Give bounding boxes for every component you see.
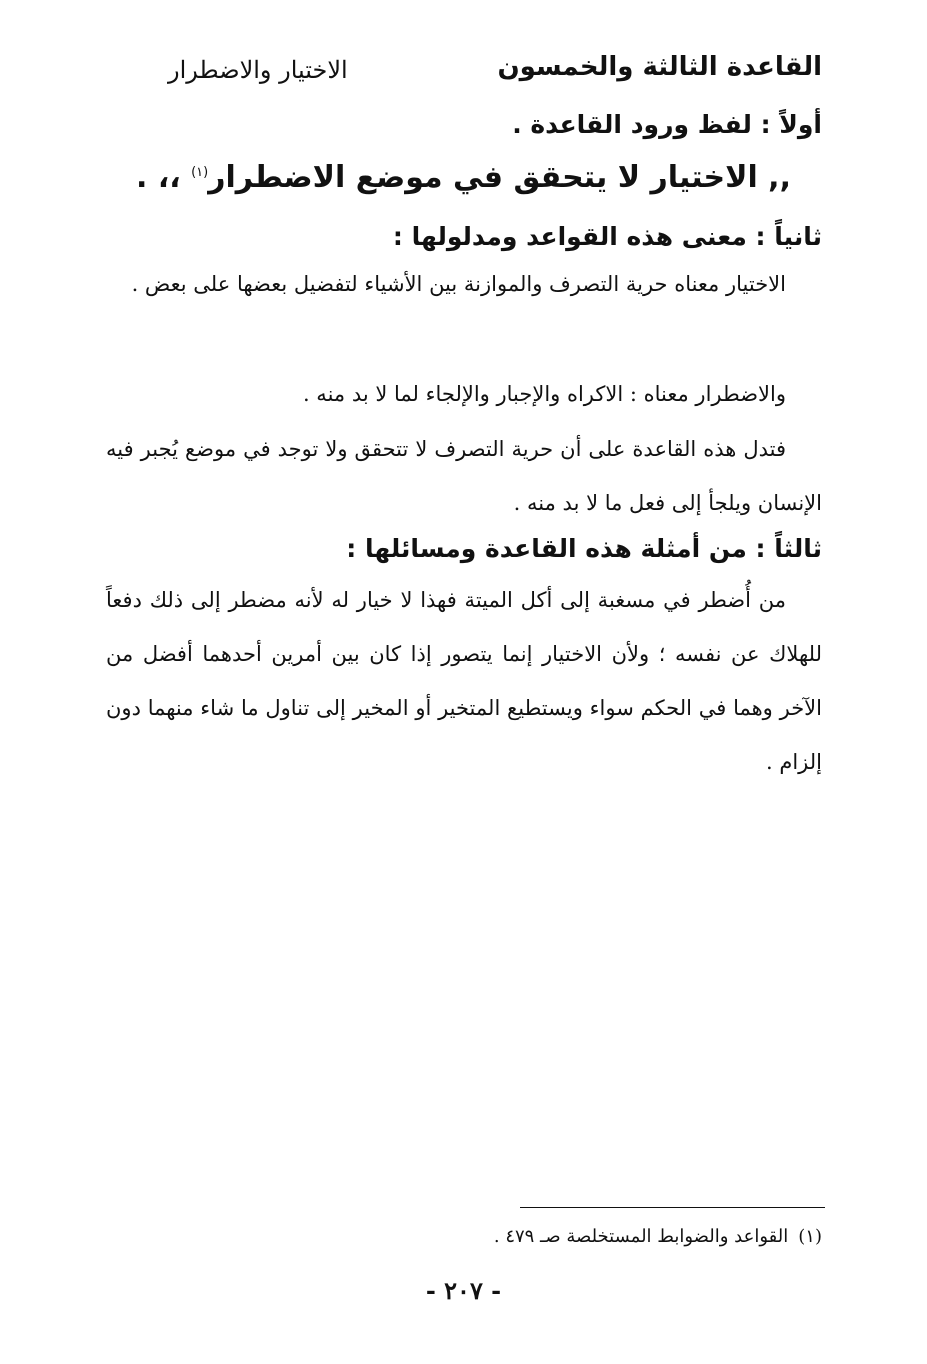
- section-heading-meaning: ثانياً : معنى هذه القواعد ومدلولها :: [392, 222, 822, 251]
- section-heading-wording: أولاً : لفظ ورود القاعدة .: [512, 110, 822, 139]
- paragraph-necessity-definition: والاضطرار معناه : الاكراه والإجبار والإلجاء لما لا بد منه .: [302, 382, 786, 406]
- footnote-reference: (١): [191, 165, 209, 180]
- paragraph-example: من أُضطر في مسغبة إلى أكل الميتة فهذا لا خيار له لأنه مضطر إلى ذلك دفعاً للهلاك عن نفسه ؛ ولأن الاختيار إنما يتصور إذا كان بين أمرين أحدهما أفضل من الآخر وهما في الحكم سواء ويستطيع المتخير أو المخير إلى تناول ما شاء منهما دون إلزام .: [106, 588, 822, 774]
- running-header-rule-number: القاعدة الثالثة والخمسون: [497, 52, 822, 82]
- rule-statement: [0, 160, 927, 195]
- rule-statement-end: ،، .: [136, 160, 192, 195]
- section-heading-examples: ثالثاً : من أمثلة هذه القاعدة ومسائلها :: [346, 534, 822, 563]
- rule-statement-text: ,, الاختيار لا يتحقق في موضع الاضطرار: [208, 160, 791, 195]
- footnote-number: (١): [798, 1226, 822, 1247]
- footnote-text: القواعد والضوابط المستخلصة صـ ٤٧٩ .: [493, 1226, 789, 1247]
- footnote-separator: [520, 1207, 825, 1208]
- running-header-rule-title: الاختيار والاضطرار: [168, 56, 348, 84]
- paragraph-choice-definition: الاختيار معناه حرية التصرف والموازنة بين الأشياء لتفضيل بعضها على بعض .: [131, 272, 786, 296]
- page-number: - ٢٠٧ -: [425, 1276, 502, 1305]
- footnote: [494, 1226, 822, 1247]
- paragraph-rule-implication: فتدل هذه القاعدة على أن حرية التصرف لا تتحقق ولا توجد في موضع يُجبر فيه الإنسان ويلجأ إلى فعل ما لا بد منه .: [106, 437, 822, 515]
